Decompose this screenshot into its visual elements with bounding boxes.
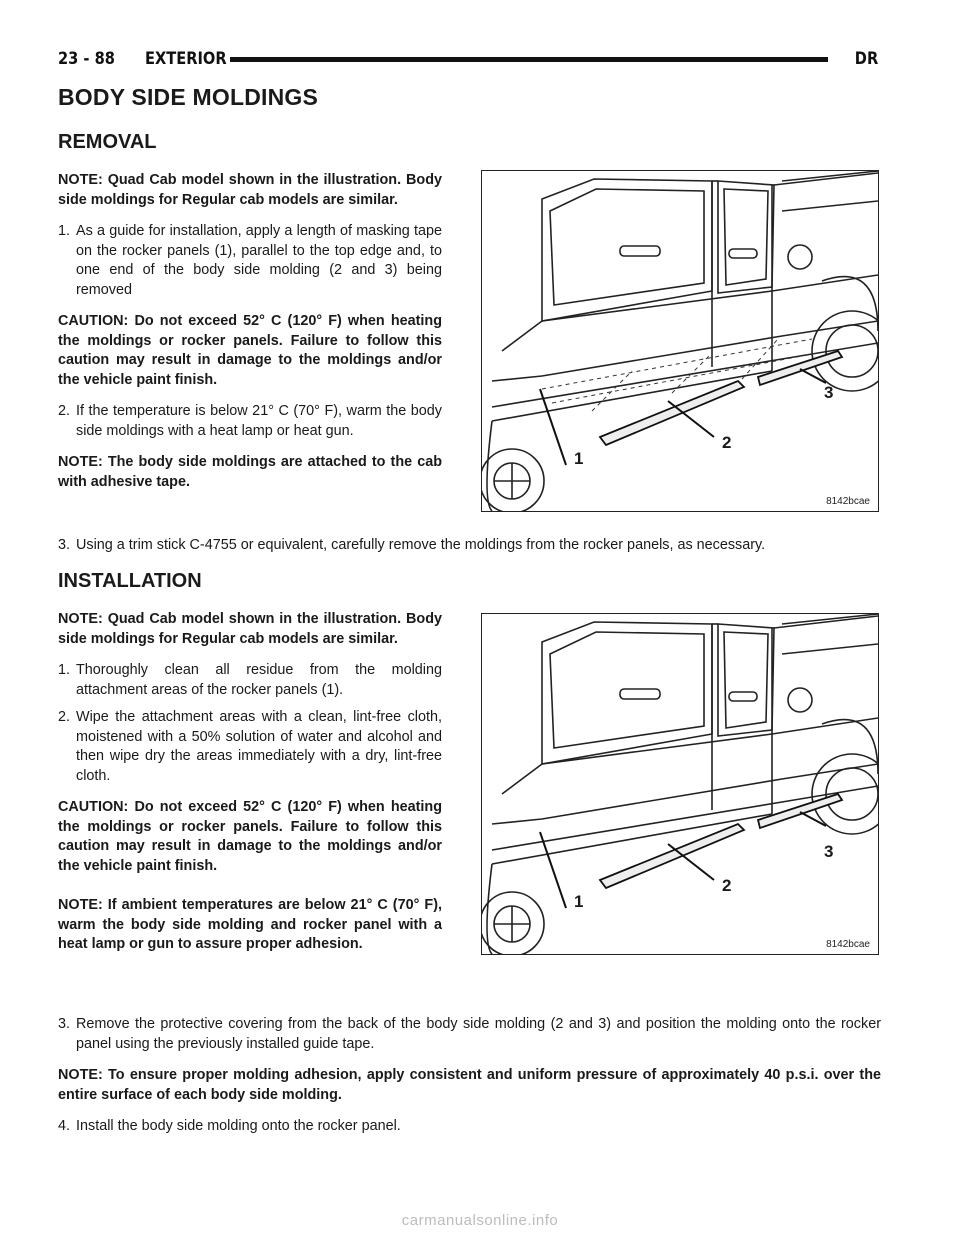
callout-3: 3 <box>824 842 834 861</box>
section-title: EXTERIOR <box>145 49 227 69</box>
removal-step-1 <box>58 222 442 300</box>
watermark: carmanualsonline.info <box>401 1212 559 1229</box>
step-text: Using a trim stick C-4755 or equivalent, carefully remove the moldings from the rocker panels, as necessary. <box>76 537 766 553</box>
removal-note-2: NOTE: The body side moldings are attached to the cab with adhesive tape. <box>58 454 442 490</box>
removal-heading: REMOVAL <box>58 131 157 153</box>
installation-column <box>58 610 442 967</box>
step-text: As a guide for installation, apply a length of masking tape on the rocker panels (1), parallel to the top edge and, to one end of the body side molding (2 and 3) being removed <box>76 223 442 298</box>
removal-figure <box>481 170 879 512</box>
installation-step-3 <box>58 1015 881 1054</box>
step-number: 1. <box>58 662 71 678</box>
callout-1: 1 <box>574 892 584 911</box>
page-header <box>58 46 878 72</box>
figure-id: 8142bcae <box>826 939 870 950</box>
installation-note-3: NOTE: To ensure proper molding adhesion, apply consistent and uniform pressure of approximately 40 p.s.i. over the entire surface of each body side molding. <box>58 1067 881 1103</box>
model-code: DR <box>854 49 878 69</box>
step-text: Remove the protective covering from the back of the body side molding (2 and 3) and position the molding onto the rocker panel using the previously installed guide tape. <box>76 1016 881 1052</box>
step-text: If the temperature is below 21° C (70° F), warm the body side moldings with a heat lamp or heat gun. <box>76 403 442 439</box>
installation-step-1 <box>58 661 442 700</box>
step-number: 3. <box>58 1016 71 1032</box>
removal-step-3-row <box>58 536 881 564</box>
callout-2: 2 <box>722 433 732 452</box>
header-rule <box>230 57 828 62</box>
callout-3: 3 <box>824 383 834 402</box>
installation-caution: CAUTION: Do not exceed 52° C (120° F) when heating the moldings or rocker panels. Failure to follow this caution may result in damage to the moldings and/or the vehicle paint finish. <box>58 799 442 874</box>
removal-note-1: NOTE: Quad Cab model shown in the illustration. Body side moldings for Regular cab models are similar. <box>58 172 442 208</box>
installation-bottom <box>58 1015 881 1145</box>
step-number: 4. <box>58 1118 71 1134</box>
truck-side-illustration <box>482 614 878 954</box>
installation-step-2 <box>58 708 442 786</box>
step-number: 3. <box>58 537 71 553</box>
figure-id: 8142bcae <box>826 496 870 507</box>
removal-column <box>58 171 442 504</box>
step-number: 2. <box>58 709 71 725</box>
page-title: BODY SIDE MOLDINGS <box>58 84 319 110</box>
removal-step-3 <box>58 536 881 556</box>
installation-figure <box>481 613 879 955</box>
installation-step-4 <box>58 1117 881 1137</box>
installation-note-1: NOTE: Quad Cab model shown in the illustration. Body side moldings for Regular cab models are similar. <box>58 611 442 647</box>
removal-caution: CAUTION: Do not exceed 52° C (120° F) when heating the moldings or rocker panels. Failure to follow this caution may result in damage to the moldings and/or the vehicle paint finish. <box>58 313 442 388</box>
step-number: 2. <box>58 403 71 419</box>
installation-note-2: NOTE: If ambient temperatures are below 21° C (70° F), warm the body side molding and rocker panel with a heat lamp or gun to assure proper adhesion. <box>58 897 442 952</box>
page-number: 23 - 88 <box>58 49 115 69</box>
callout-1: 1 <box>574 449 584 468</box>
step-text: Install the body side molding onto the rocker panel. <box>76 1118 401 1134</box>
callout-2: 2 <box>722 876 732 895</box>
installation-heading: INSTALLATION <box>58 570 202 592</box>
removal-step-2 <box>58 402 442 441</box>
step-number: 1. <box>58 223 71 239</box>
truck-side-illustration <box>482 171 878 511</box>
step-text: Wipe the attachment areas with a clean, lint-free cloth, moistened with a 50% solution of water and alcohol and then wipe dry the areas immediately with a dry, lint-free cloth. <box>76 709 442 784</box>
step-text: Thoroughly clean all residue from the molding attachment areas of the rocker panels (1). <box>76 662 442 698</box>
